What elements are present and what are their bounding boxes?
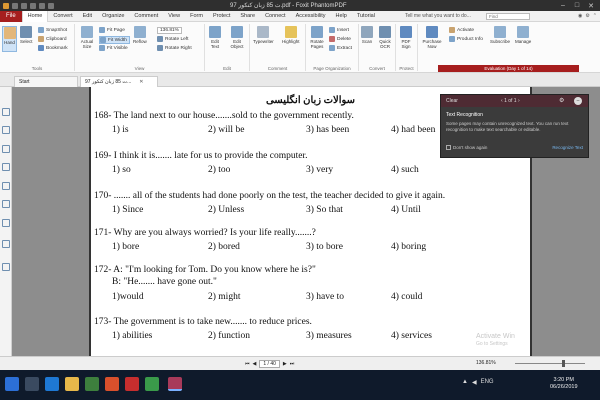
document-tab-bar	[0, 73, 600, 87]
layers-icon[interactable]	[2, 145, 10, 153]
tell-me-box[interactable]: Tell me what you want to do...	[405, 13, 471, 19]
manage-icon	[517, 26, 529, 38]
attachments-icon[interactable]	[2, 182, 10, 190]
snapshot-button[interactable]	[38, 27, 67, 33]
hand-label: Hand	[4, 40, 15, 45]
prev-page-icon[interactable]: ◀	[252, 361, 257, 367]
product-info-button[interactable]	[449, 36, 483, 42]
clipboard-icon	[38, 36, 44, 42]
group-label-view: View	[134, 66, 145, 71]
extract-label: Extract	[337, 45, 352, 51]
group-label-edit: Edit	[223, 66, 231, 71]
tab-accessibility[interactable]: Accessibility	[295, 13, 326, 19]
windows-taskbar	[0, 370, 600, 400]
find-input[interactable]	[486, 13, 530, 20]
option: 4) boring	[391, 242, 427, 252]
fit-visible-button[interactable]	[99, 45, 128, 51]
option: 2) Unless	[208, 205, 245, 215]
evaluation-banner: Evaluation (Day 1 of 14)	[438, 65, 579, 72]
popup-header	[441, 95, 588, 107]
first-page-icon[interactable]: ⏮	[245, 361, 250, 367]
edit-object-icon	[231, 26, 243, 38]
insert-icon	[329, 27, 335, 33]
option: 4) services	[391, 331, 432, 341]
media-player-icon[interactable]	[125, 377, 139, 391]
title-bar	[0, 0, 600, 11]
navigation-panel	[0, 87, 12, 356]
signature-icon[interactable]	[2, 200, 10, 208]
question-line-2: B: "He....... have gone out."	[112, 277, 217, 287]
tags-icon[interactable]	[2, 263, 10, 271]
fit-page-label: Fit Page	[107, 27, 125, 33]
ribbon-group-protect	[396, 24, 418, 71]
subscribe-label: Subscribe	[490, 39, 511, 44]
key-icon	[449, 27, 455, 33]
clipboard-button[interactable]	[38, 36, 67, 42]
document-title: سوالات زبان انگلیسی	[265, 95, 356, 106]
tab-start-label: Start	[19, 79, 30, 85]
tab-view[interactable]: View	[168, 13, 181, 19]
subscribe-button[interactable]	[490, 26, 510, 44]
menu-bar	[0, 11, 600, 22]
reflow-icon	[134, 26, 146, 38]
info-icon	[449, 36, 455, 42]
edit-object-button[interactable]	[228, 26, 246, 49]
network-icon[interactable]: ▲	[462, 379, 468, 385]
fit-page-icon	[99, 27, 105, 33]
actual-size-button[interactable]	[78, 26, 96, 49]
option: 4) could	[391, 292, 423, 302]
typewriter-icon	[257, 26, 269, 38]
rotate-right-icon	[157, 45, 163, 51]
edit-object-label: Edit Object	[230, 39, 244, 49]
rotate-right-button[interactable]	[157, 45, 192, 51]
fit-width-label: Fit Width	[108, 37, 127, 43]
question-text: 168- The land next to our house.......sold to the government recently.	[94, 111, 354, 121]
activate-button[interactable]	[449, 27, 474, 33]
comments-icon[interactable]	[2, 163, 10, 171]
zoom-slider[interactable]	[515, 363, 585, 364]
print-icon[interactable]	[30, 3, 36, 9]
clipboard-label: Clipboard	[46, 36, 67, 42]
option: 3) very	[306, 165, 334, 175]
checkbox-icon[interactable]	[446, 145, 451, 150]
edge-browser-icon[interactable]	[45, 377, 59, 391]
typewriter-button[interactable]	[253, 26, 274, 44]
option: 1) abilities	[112, 331, 153, 341]
option: 2) function	[208, 331, 250, 341]
bookmark-button[interactable]	[38, 45, 68, 51]
option: 3) have to	[306, 292, 344, 302]
quick-ocr-label: Quick OCR	[379, 39, 391, 49]
option: 3) has been	[306, 125, 350, 135]
system-tray	[462, 379, 494, 386]
ribbon-group-view	[75, 24, 205, 71]
rotate-left-label: Rotate Left	[165, 36, 189, 42]
firefox-icon[interactable]	[105, 377, 119, 391]
manage-label: Manage	[515, 39, 532, 44]
rotate-pages-button[interactable]	[308, 26, 326, 49]
content-icon[interactable]	[2, 240, 10, 248]
extract-icon	[329, 45, 335, 51]
windows-start-icon[interactable]	[5, 377, 19, 391]
scanner-icon	[361, 26, 373, 38]
hand-tool-button[interactable]	[2, 26, 17, 52]
collapse-ribbon-icon[interactable]: ⌃	[592, 13, 597, 19]
ribbon-group-convert	[359, 24, 396, 71]
close-icon[interactable]: –	[574, 97, 582, 105]
option: 1) Since	[112, 205, 144, 215]
purchase-now-button[interactable]	[422, 26, 442, 49]
question-text: 173- The government is to take new....... to reduce prices.	[94, 317, 312, 327]
ribbon-group-comment	[250, 24, 306, 71]
rotate-left-button[interactable]	[157, 36, 188, 42]
fit-width-icon	[100, 37, 106, 43]
option: 4) Until	[391, 205, 421, 215]
delete-icon	[329, 36, 335, 42]
activate-label: Activate	[457, 27, 475, 33]
pages-icon[interactable]	[2, 126, 10, 134]
pen-sign-icon	[400, 26, 412, 38]
question-text: 169- I think it is....... late for us to provide the computer.	[94, 151, 308, 161]
edit-text-icon	[209, 26, 221, 38]
subscribe-icon	[494, 26, 506, 38]
group-label-comment: Comment	[267, 66, 288, 71]
extract-button[interactable]	[329, 45, 352, 51]
task-view-icon[interactable]	[25, 377, 39, 391]
pdf-sign-button[interactable]	[400, 26, 412, 49]
actual-size-label: Actual Size	[80, 39, 94, 49]
taskbar-clock[interactable]	[550, 377, 578, 391]
save-icon[interactable]	[21, 3, 27, 9]
settings-icon[interactable]: ⚙	[585, 13, 590, 19]
hand-icon	[4, 27, 16, 39]
tab-organize[interactable]: Organize	[102, 13, 125, 19]
option: 2) might	[208, 292, 241, 302]
tab-share[interactable]: Share	[240, 13, 256, 19]
tab-form[interactable]: Form	[190, 13, 203, 19]
insert-button[interactable]	[329, 27, 349, 33]
reflow-button[interactable]	[133, 26, 147, 44]
popup-page-count: 1 of 1	[504, 98, 517, 104]
option: 3) measures	[306, 331, 352, 341]
tab-document-label: 97 ت 85 زبان کنکور...	[85, 79, 132, 85]
file-menu[interactable]: File	[0, 11, 22, 22]
close-tab-icon[interactable]: ✕	[139, 79, 144, 85]
ribbon-group-edit	[205, 24, 250, 71]
rotate-pages-label: Rotate Pages	[310, 39, 324, 49]
speaker-icon[interactable]: ◀	[471, 380, 477, 386]
tab-start[interactable]	[14, 76, 78, 87]
language-indicator[interactable]: ENG	[480, 379, 494, 385]
question-text: 171- Why are you always worried? Is your life really.......?	[94, 228, 316, 238]
rotate-left-icon	[157, 36, 163, 42]
clock-date: 06/26/2019	[550, 384, 578, 390]
next-page-icon[interactable]: ▶	[282, 361, 287, 367]
menu-right-icons	[578, 13, 597, 19]
checkbox-label: Don't show again	[453, 145, 488, 150]
activation-watermark	[476, 333, 515, 347]
zoom-value[interactable]: 136.81%	[157, 27, 182, 34]
open-icon[interactable]	[12, 3, 18, 9]
ocr-icon	[379, 26, 391, 38]
option: 1) bore	[112, 242, 140, 252]
page-navigation	[245, 360, 294, 368]
option: 2) bored	[208, 242, 240, 252]
rotate-pages-icon	[311, 26, 323, 38]
delete-button[interactable]	[329, 36, 351, 42]
option: 3) to bore	[306, 242, 343, 252]
group-label-convert: Convert	[369, 66, 385, 71]
option: 2) too	[208, 165, 231, 175]
store-icon[interactable]	[85, 377, 99, 391]
highlight-label: Highlight	[282, 39, 300, 44]
group-label-protect: Protect	[399, 66, 414, 71]
text-recognition-popup	[440, 94, 589, 158]
ribbon	[0, 22, 600, 73]
highlight-icon	[285, 26, 297, 38]
zoom-dropdown[interactable]	[157, 27, 182, 34]
security-icon[interactable]	[2, 219, 10, 227]
chrome-icon[interactable]	[145, 377, 159, 391]
question-text: 170- ....... all of the students had done poorly on the test, the teacher decided to give it again.	[94, 191, 446, 201]
status-bar	[0, 356, 600, 370]
popup-body: Some pages may contain unrecognized text. You can run text recognition to make text searchable or editable.	[446, 121, 569, 132]
group-label-tools: Tools	[31, 66, 43, 71]
select-tool-button[interactable]	[20, 26, 33, 44]
purchase-now-label: Purchase Now	[422, 39, 442, 49]
product-info-label: Product Info	[457, 36, 483, 42]
redo-icon[interactable]	[48, 3, 54, 9]
scan-label: Scan	[361, 39, 373, 44]
watermark-line-1: Activate Win	[476, 333, 515, 340]
tab-convert[interactable]: Convert	[53, 13, 73, 19]
question-text: 172- A: "I'm looking for Tom. Do you know where he is?"	[94, 265, 316, 275]
ribbon-group-tools	[0, 24, 75, 71]
quick-access-toolbar	[0, 3, 54, 9]
hand-nav-icon[interactable]	[2, 108, 10, 116]
status-zoom[interactable]: 136.81%	[476, 360, 496, 366]
select-cursor-icon	[20, 26, 32, 38]
actual-size-icon	[81, 26, 93, 38]
scan-button[interactable]	[361, 26, 373, 44]
bookmark-label: Bookmark	[46, 45, 68, 51]
recognize-text-link[interactable]: Recognize Text	[552, 145, 583, 150]
popup-pager[interactable]: ‹ 1 of 1 ›	[501, 98, 520, 104]
file-explorer-icon[interactable]	[65, 377, 79, 391]
bookmark-icon	[38, 45, 44, 51]
page-number-input[interactable]: 1 / 40	[259, 360, 280, 368]
window-controls	[556, 0, 598, 11]
edit-text-label: Edit Text	[210, 39, 220, 49]
gear-icon[interactable]: ⚙	[559, 98, 565, 104]
option: 4) had been	[391, 125, 436, 135]
option: 1) so	[112, 165, 131, 175]
cart-icon	[426, 26, 438, 38]
zoom-slider-handle[interactable]	[562, 360, 565, 367]
highlight-button[interactable]	[282, 26, 300, 44]
fit-visible-icon	[99, 45, 105, 51]
select-label: Select	[20, 39, 33, 44]
window-title: 97 ت 85 زبان کنکور.pdf - Foxit PhantomPDF	[230, 3, 347, 9]
user-icon[interactable]: ◉	[577, 13, 583, 19]
close-button[interactable]: ✕	[588, 2, 594, 10]
quick-ocr-button[interactable]	[378, 26, 392, 49]
option: 1) is	[112, 125, 129, 135]
tab-connect[interactable]: Connect	[265, 13, 286, 19]
popup-clear-label[interactable]: Clear	[446, 98, 458, 104]
option: 3) So that	[306, 205, 343, 215]
pdf-sign-label: PDF Sign	[401, 39, 411, 49]
tab-comment[interactable]: Comment	[134, 13, 159, 19]
minimize-button[interactable]: –	[561, 2, 565, 9]
foxit-taskbar-icon[interactable]	[168, 377, 182, 391]
tab-document[interactable]	[80, 76, 158, 87]
group-label-page-organization: Page Organization	[313, 66, 351, 71]
tab-tutorial[interactable]: Tutorial	[356, 13, 375, 19]
undo-icon[interactable]	[39, 3, 45, 9]
clock-time: 3:20 PM	[553, 377, 574, 383]
tab-protect[interactable]: Protect	[212, 13, 231, 19]
option: 4) such	[391, 165, 419, 175]
fit-width-button[interactable]	[99, 36, 130, 44]
edit-text-button[interactable]	[208, 26, 222, 49]
option: 2) will be	[208, 125, 245, 135]
tab-home[interactable]: Home	[22, 11, 49, 22]
delete-label: Delete	[337, 36, 351, 42]
rotate-right-label: Rotate Right	[165, 45, 192, 51]
app-logo-icon	[3, 3, 9, 9]
watermark-line-2: Go to Settings	[476, 341, 508, 347]
ribbon-group-evaluation	[418, 24, 580, 71]
snapshot-label: SnapShot	[46, 27, 68, 33]
dont-show-again-checkbox[interactable]	[446, 145, 487, 150]
popup-title: Text Recognition	[446, 112, 483, 118]
option: 1)would	[112, 292, 144, 302]
fit-visible-label: Fit Visible	[107, 45, 128, 51]
ribbon-group-page-organization	[306, 24, 359, 71]
reflow-label: Reflow	[133, 39, 147, 44]
manage-button[interactable]	[515, 26, 531, 44]
camera-icon	[38, 27, 44, 33]
tab-help[interactable]: Help	[335, 13, 347, 19]
tab-edit[interactable]: Edit	[82, 13, 93, 19]
insert-label: Insert	[337, 27, 349, 33]
typewriter-label: Typewriter	[253, 39, 274, 44]
maximize-button[interactable]: □	[574, 2, 580, 9]
last-page-icon[interactable]: ⏭	[289, 361, 295, 367]
fit-page-button[interactable]	[99, 27, 125, 33]
